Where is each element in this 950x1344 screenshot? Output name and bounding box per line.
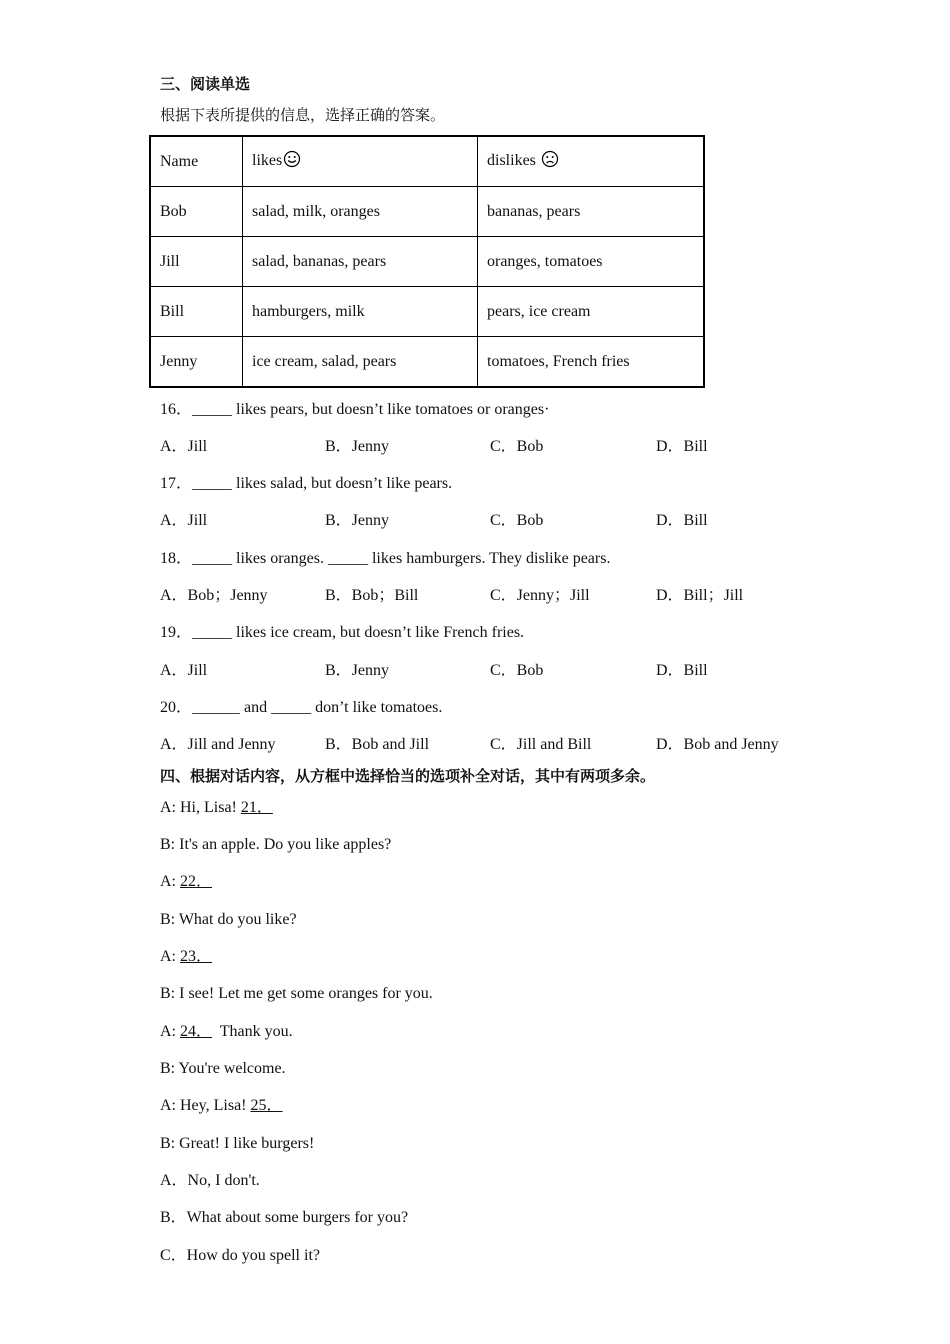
- table-row: [150, 187, 704, 237]
- table-cell: oranges, tomatoes: [478, 237, 705, 287]
- dialogue-line: A: Hi, Lisa! 21．: [160, 799, 273, 816]
- option-d: D．Bill；Jill: [656, 587, 744, 604]
- option-d: D．Bill: [656, 662, 708, 679]
- answer-blank-21: 21．: [240, 799, 273, 816]
- question-19-stem: 19．_____ likes ice cream, but doesn’t like French fries.: [160, 624, 525, 641]
- header-name: Name: [150, 136, 243, 187]
- frown-face-icon: [541, 150, 559, 174]
- question-17-stem: 17．_____ likes salad, but doesn’t like pears.: [160, 475, 453, 492]
- info-table: [149, 135, 705, 388]
- option-c: C．Jill and Bill: [490, 736, 592, 753]
- dialogue-line: A: 23．: [160, 948, 213, 965]
- answer-blank-22: 22．: [180, 873, 213, 890]
- option-c: C．Bob: [490, 662, 544, 679]
- choice-b: B．What about some burgers for you?: [160, 1209, 409, 1226]
- dialogue-line: B: What do you like?: [160, 911, 297, 928]
- question-20-stem: 20．______ and _____ don’t like tomatoes.: [160, 699, 443, 716]
- header-likes: likes: [243, 136, 478, 187]
- option-c: C．Jenny；Jill: [490, 587, 590, 604]
- option-a: A．Jill: [160, 662, 208, 679]
- table-cell: Bob: [150, 187, 243, 237]
- table-row: [150, 287, 704, 337]
- option-c: C．Bob: [490, 512, 544, 529]
- question-17-options: [160, 511, 860, 531]
- dialogue-line: B: Great! I like burgers!: [160, 1135, 315, 1152]
- table-cell: bananas, pears: [478, 187, 705, 237]
- option-b: B．Bob；Bill: [325, 587, 419, 604]
- answer-blank-24: 24．: [180, 1023, 213, 1040]
- question-20-options: [160, 735, 860, 755]
- table-cell: salad, bananas, pears: [243, 237, 478, 287]
- section3-heading: 三、阅读单选: [160, 75, 251, 93]
- option-b: B．Jenny: [325, 438, 390, 455]
- option-d: D．Bob and Jenny: [656, 736, 779, 753]
- option-b: B．Bob and Jill: [325, 736, 430, 753]
- section4-heading: 四、根据对话内容，从方框中选择恰当的选项补全对话，其中有两项多余。: [160, 767, 656, 785]
- choice-c: C．How do you spell it?: [160, 1247, 320, 1264]
- option-a: A．Jill: [160, 512, 208, 529]
- table-cell: tomatoes, French fries: [478, 337, 705, 388]
- option-b: B．Jenny: [325, 662, 390, 679]
- section3-instruction: 根据下表所提供的信息，选择正确的答案。: [160, 106, 446, 124]
- answer-blank-25: 25．: [250, 1097, 283, 1114]
- table-cell: salad, milk, oranges: [243, 187, 478, 237]
- header-dislikes: dislikes: [478, 136, 705, 187]
- option-d: D．Bill: [656, 438, 708, 455]
- option-c: C．Bob: [490, 438, 544, 455]
- answer-blank-23: 23．: [180, 948, 213, 965]
- choice-a: A．No, I don't.: [160, 1172, 260, 1189]
- dialogue-line: B: You're welcome.: [160, 1060, 286, 1077]
- dialogue-line: B: It's an apple. Do you like apples?: [160, 836, 392, 853]
- option-a: A．Bob；Jenny: [160, 587, 268, 604]
- option-b: B．Jenny: [325, 512, 390, 529]
- question-16-options: [160, 437, 860, 457]
- table-cell: ice cream, salad, pears: [243, 337, 478, 388]
- option-a: A．Jill and Jenny: [160, 736, 276, 753]
- dialogue-line: A: Hey, Lisa! 25．: [160, 1097, 283, 1114]
- option-d: D．Bill: [656, 512, 708, 529]
- dialogue-line: A: 22．: [160, 873, 213, 890]
- table-row: [150, 337, 704, 388]
- table-cell: Jenny: [150, 337, 243, 388]
- table-cell: hamburgers, milk: [243, 287, 478, 337]
- smile-face-icon: [283, 150, 301, 174]
- table-cell: pears, ice cream: [478, 287, 705, 337]
- question-18-stem: 18．_____ likes oranges. _____ likes hamburgers. They dislike pears.: [160, 550, 611, 567]
- question-16-stem: 16．_____ likes pears, but doesn’t like tomatoes or oranges·: [160, 401, 550, 418]
- table-row: [150, 237, 704, 287]
- question-19-options: [160, 661, 860, 681]
- option-a: A．Jill: [160, 438, 208, 455]
- table-cell: Jill: [150, 237, 243, 287]
- dialogue-line: A: 24． Thank you.: [160, 1023, 293, 1040]
- question-18-options: [160, 586, 860, 606]
- dialogue-line: B: I see! Let me get some oranges for you.: [160, 985, 433, 1002]
- table-cell: Bill: [150, 287, 243, 337]
- table-header-row: [150, 136, 704, 187]
